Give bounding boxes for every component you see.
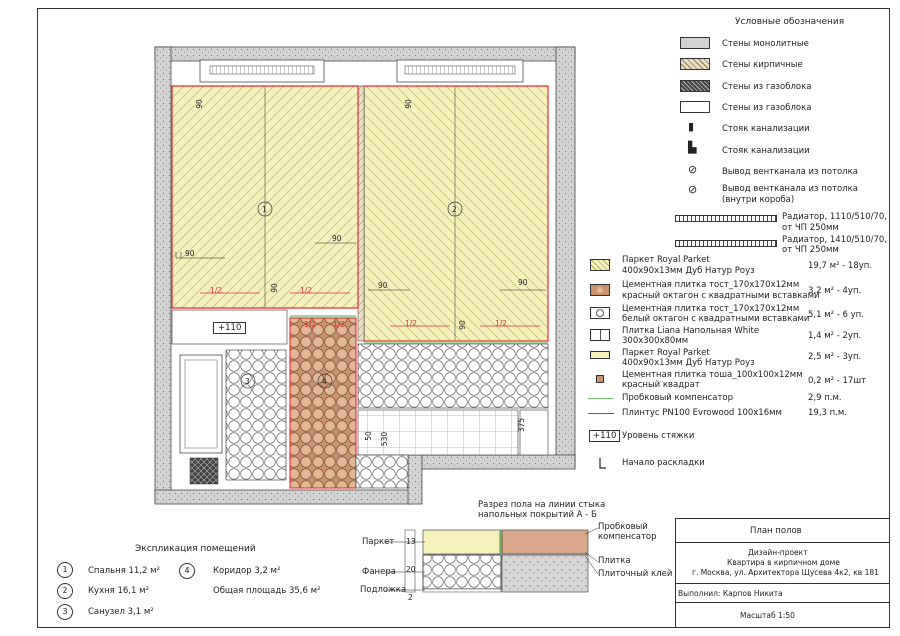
dim-90: 90	[332, 234, 342, 243]
dim-90: 90	[518, 278, 528, 287]
legend-label: Стояк канализации	[722, 124, 810, 134]
legend-label: от ЧП 250мм	[782, 223, 839, 233]
floor-name: Паркет Royal Parket	[622, 255, 710, 265]
floor-name: Пробковый компенсатор	[622, 393, 734, 403]
start-label: Начало раскладки	[622, 458, 705, 468]
section-label: Фанера	[362, 567, 396, 577]
room-label: Санузел 3,1 м²	[88, 607, 154, 617]
floor-name: красный квадрат	[622, 380, 700, 390]
floor-name: красный октагон с квадратными вставками	[622, 291, 820, 301]
vent-icon: ⊘	[688, 163, 698, 176]
room-number: 2	[57, 583, 73, 599]
level-badge: +110	[589, 430, 620, 442]
floor-name: Плитка Liana Напольная White	[622, 326, 760, 336]
room-number: 3	[57, 604, 73, 620]
dim-90: 90	[185, 249, 195, 258]
sewer-riser-icon: ▮	[688, 120, 695, 133]
room-mark: 2	[452, 205, 457, 214]
project-address: г. Москва, ул. Архитектора Щусева 4к2, кв 181	[692, 568, 879, 577]
room-mark: 3	[245, 377, 250, 386]
section-label: Паркет	[362, 537, 395, 547]
room-number: 4	[179, 563, 195, 579]
floor-qty: 1,4 м² - 2уп.	[808, 331, 862, 341]
section-label: компенсатор	[598, 532, 657, 542]
room-number: 1	[57, 562, 73, 578]
room-label: Спальня 11,2 м²	[88, 566, 160, 576]
section-label: Плитка	[598, 556, 631, 566]
level-badge: +110	[213, 322, 246, 334]
floor-name: 400x90x13мм Дуб Натур Роуз	[622, 358, 755, 368]
dim-half: 1/2	[300, 286, 313, 295]
section-label: Пробковый	[598, 522, 648, 532]
legend-label: Радиатор, 1110/510/70,	[782, 212, 887, 222]
dim-half: 1/2	[304, 320, 317, 329]
level-label: Уровень стяжки	[622, 431, 695, 441]
floor-qty: 0,2 м² - 17шт	[808, 376, 867, 386]
floor-name: Цементная плитка тост_170x170x12мм	[622, 304, 800, 314]
total-area: Общая площадь 35,6 м²	[213, 586, 321, 596]
dim-90: 90	[457, 320, 467, 330]
room-label: Кухня 16,1 м²	[88, 586, 149, 596]
sheet-title: План полов	[750, 526, 802, 536]
explication-title: Экспликация помещений	[135, 544, 256, 554]
project-title: Дизайн-проект	[748, 548, 808, 557]
scale: Масштаб 1:50	[740, 611, 795, 620]
legend-label: Стояк канализации	[722, 146, 810, 156]
floor-name: Паркет Royal Parket	[622, 348, 710, 358]
dim-530: 530	[380, 431, 390, 447]
floor-name: Цементная плитка тоша_100x100x12мм	[622, 370, 803, 380]
dim-half: 1/2	[210, 286, 223, 295]
section-title: напольных покрытий А - Б	[478, 510, 597, 520]
legend-label: Радиатор, 1410/510/70,	[782, 235, 887, 245]
room-mark: 4	[322, 377, 327, 386]
dim-half: 1/2	[495, 319, 508, 328]
section-dim: 13	[406, 537, 416, 546]
legend-label: Стены монолитные	[722, 39, 809, 49]
legend-label: Стены кирпичные	[722, 60, 803, 70]
dim-90: 90	[194, 99, 204, 109]
section-dim: 20	[406, 565, 416, 574]
floor-name: Цементная плитка тост_170x170x12мм	[622, 280, 800, 290]
floor-qty: 19,3 п.м.	[808, 408, 848, 418]
legend-title: Условные обозначения	[735, 17, 845, 27]
floor-qty: 2,9 п.м.	[808, 393, 842, 403]
dim-90: 90	[403, 99, 413, 109]
floor-qty: 2,5 м² - 3уп.	[808, 352, 862, 362]
legend-label: (внутри короба)	[722, 195, 795, 205]
dim-50: 50	[363, 431, 373, 441]
section-dim: 2	[408, 593, 413, 602]
legend-label: Вывод вентканала из потолка	[722, 167, 858, 177]
dim-90: 90	[269, 283, 279, 293]
legend-label: Стены из газоблока	[722, 82, 812, 92]
author: Выполнил: Карпов Никита	[678, 589, 783, 598]
floor-qty: 3,2 м² - 4уп.	[808, 286, 862, 296]
floor-name: 400x90x13мм Дуб Натур Роуз	[622, 266, 755, 276]
sewer-riser-box-icon: ▙	[688, 141, 697, 154]
dim-375: 375	[517, 417, 527, 433]
floor-name: Плинтус PN100 Evrowood 100x16мм	[622, 408, 782, 418]
vent-box-icon: ⊘	[688, 183, 698, 196]
dim-half: 1/2	[405, 319, 418, 328]
room-label: Коридор 3,2 м²	[213, 566, 281, 576]
floor-name: белый октагон с квадратными вставками	[622, 314, 810, 324]
floor-name: 300x300x80мм	[622, 336, 689, 346]
section-title: Разрез пола на линии стыка	[478, 500, 606, 510]
floor-qty: 19,7 м² - 18уп.	[808, 261, 873, 271]
section-label: Подложка	[360, 585, 407, 595]
floor-qty: 5,1 м² - 6 уп.	[808, 310, 864, 320]
legend-label: от ЧП 250мм	[782, 245, 839, 255]
dim-half: 1/2	[333, 320, 346, 329]
section-label: Плиточный клей	[598, 569, 673, 579]
legend-label: Вывод вентканала из потолка	[722, 184, 858, 194]
project-subtitle: Квартира в кирпичном доме	[727, 558, 840, 567]
legend-label: Стены из газоблока	[722, 103, 812, 113]
room-mark: 1	[262, 205, 267, 214]
dim-90: 90	[378, 281, 388, 290]
